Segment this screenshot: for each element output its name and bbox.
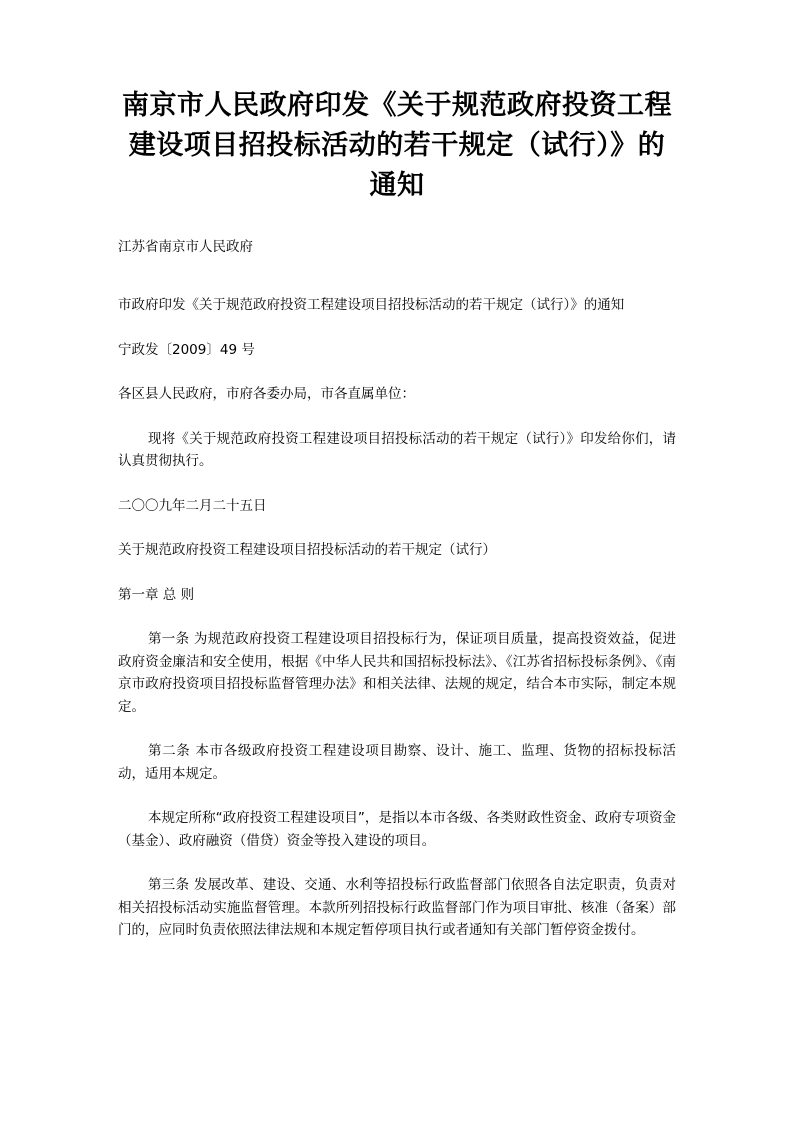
article-2-definition: 本规定所称“政府投资工程建设项目”，是指以本市各级、各类财政性资金、政府专项资金（基金）、政府融资（借贷）资金等投入建设的项目。: [118, 810, 676, 849]
subject-line: 市政府印发《关于规范政府投资工程建设项目招投标活动的若干规定（试行）》的通知: [118, 297, 625, 313]
article-1: 第一条 为规范政府投资工程建设项目招投标行为，保证项目质量，提高投资效益，促进政府资金廉洁和安全使用，根据《中华人民共和国招标投标法》、《江苏省招标投标条例》、《南京市政府投资项目招投标监督管理办法》和相关法律、法规的规定，结合本市实际，制定本规定。: [118, 631, 676, 715]
article-3: 第三条 发展改革、建设、交通、水利等招投标行政监督部门依照各自法定职责，负责对相关招投标活动实施监督管理。本款所列招投标行政监督部门作为项目审批、核准（备案）部门的，应同时负责依照法律法规和本规定暂停项目执行或者通知有关部门暂停资金拨付。: [118, 877, 676, 938]
document-number: 宁政发〔2009〕49 号: [118, 341, 255, 358]
chapter-heading-one: 第一章 总 则: [118, 586, 195, 603]
recipients-line: 各区县人民政府，市府各委办局，市各直属单位：: [118, 386, 415, 402]
article-2: 第二条 本市各级政府投资工程建设项目勘察、设计、施工、监理、货物的招标投标活动，适用本规定。: [118, 743, 676, 782]
transmittal-paragraph: 现将《关于规范政府投资工程建设项目招投标活动的若干规定（试行）》印发给你们，请认真贯彻执行。: [118, 430, 676, 469]
issue-date: 二〇〇九年二月二十五日: [118, 497, 267, 514]
regulation-title: 关于规范政府投资工程建设项目招投标活动的若干规定（试行）: [118, 542, 496, 558]
issuer-line: 江苏省南京市人民政府: [118, 239, 253, 255]
page-title: 南京市人民政府印发《关于规范政府投资工程建设项目招投标活动的若干规定（试行）》的通知: [122, 90, 672, 201]
